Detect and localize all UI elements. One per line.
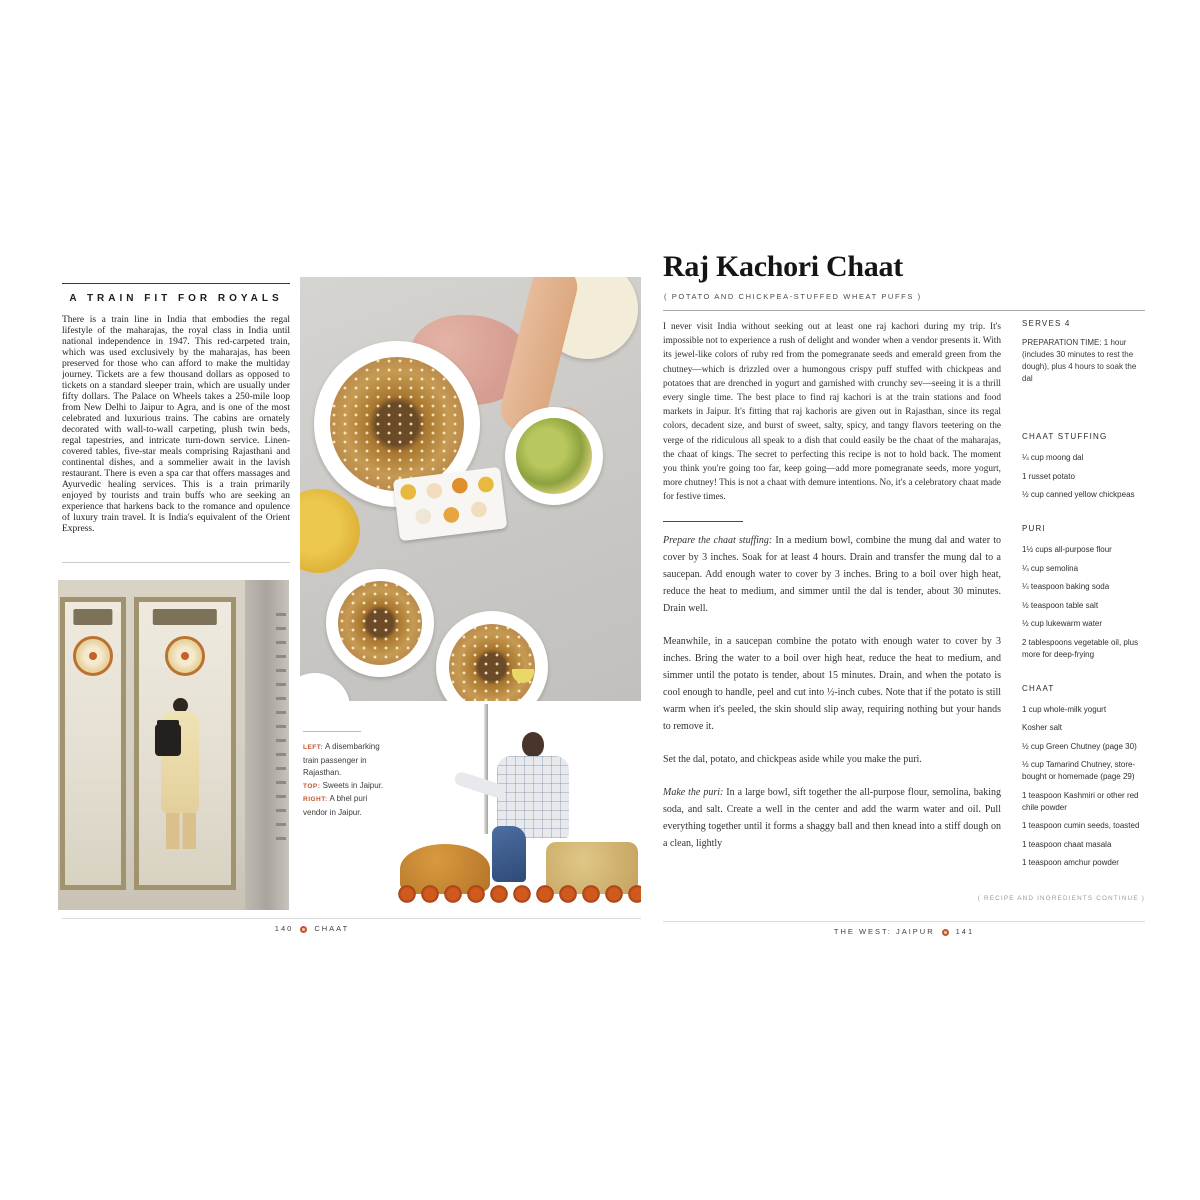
serves-label: SERVES 4 [1022, 319, 1071, 328]
sweets-tray [393, 467, 508, 542]
ingredient-item: ½ cup canned yellow chickpeas [1022, 490, 1135, 499]
partial-plate [300, 673, 350, 701]
caption-label: LEFT: [303, 744, 324, 751]
method-lead: Make the puri: [663, 786, 727, 798]
left-section-label: CHAAT [314, 924, 350, 933]
blue-bag [492, 826, 526, 882]
ingredient-item: 1½ cups all-purpose flour [1022, 545, 1112, 554]
caption-text: A bhel puri vendor in Jaipur. [303, 794, 368, 817]
left-page-footer-rule [62, 918, 641, 919]
ingredient-item: 2 tablespoons vegetable oil, plus more for deep-frying [1022, 637, 1139, 659]
caption-right [303, 793, 385, 819]
recipe-main-column [663, 320, 1001, 868]
ingredient-item: ¼ teaspoon baking soda [1022, 582, 1110, 591]
right-page-number: 141 [955, 927, 975, 936]
sidebar-article-body: There is a train line in India that embodies the regal lifestyle of the maharajas, the royal class in India until national independence in 1947. This red-carpeted train, which was used exclusively by the maharajas, has been preserved for those who can afford to make the multiday journey. Tickets are a few thousand dollars as opposed to tickets on a standard sleeper train, which are usually under fifty dollars. The Palace on Wheels takes a 250-mile loop from New Delhi to Jaipur to Agra, and is one of the most celebrated and luxurious trains. The cabins are ornately decorated with wall-to-wall carpeting, plush twin beds, regal tapestries, and intricate turn-down service. Linen-covered tables, five-star meals comprising Rajasthani and continental dishes, and a sommelier await in the lavish restaurant. There is even a spa car that offers massages and Ayurvedic healing services. This is a train primarily enjoyed by tourists and train buffs who are seeking an experience that harkens back to the romance and opulence of luxury train travel. It is India's equivalent of the Orient Express. [62, 315, 290, 534]
vendor-head [522, 732, 544, 757]
food-spread-photo [300, 277, 641, 701]
method-paragraph [663, 784, 1001, 852]
train-handrail [276, 613, 286, 844]
ingredient-item: Kosher salt [1022, 723, 1063, 732]
method-paragraph [663, 751, 1001, 768]
method-lead: Prepare the chaat stuffing: [663, 534, 776, 546]
recipe-title: Raj Kachori Chaat [663, 250, 903, 283]
stall-pole [484, 704, 488, 834]
intro-method-divider [663, 521, 743, 522]
ingredient-item: 1 teaspoon amchur powder [1022, 858, 1119, 867]
prep-time-label: PREPARATION TIME: 1 hour (includes 30 minutes to rest the dough), plus 4 hours to soak the dal [1022, 338, 1137, 383]
ingredients-header-chaat: CHAAT [1022, 683, 1055, 693]
raj-kachori [330, 357, 464, 491]
caption-block [303, 731, 385, 819]
ingredients-header-puri: PURI [1022, 524, 1046, 533]
recipe-subtitle: ( POTATO AND CHICKPEA-STUFFED WHEAT PUFFS ) [664, 292, 922, 301]
train-door-sign [73, 609, 112, 625]
jalebi-plate [300, 489, 360, 573]
caption-left [303, 741, 385, 780]
train-door-sign [153, 609, 217, 625]
caption-text: Sweets in Jaipur. [322, 780, 384, 790]
kachori-bowl-1 [338, 581, 422, 665]
footer-ornament-icon [300, 926, 307, 933]
green-chaat [516, 418, 592, 494]
title-rule [663, 310, 1145, 311]
woman-figure [161, 698, 199, 849]
right-section-label: THE WEST: JAIPUR [833, 927, 935, 936]
method-text: In a large bowl, sift together the all-purpose flour, semolina, baking soda, and salt. Create a well in the center and add the warm water and oil. Pull everything together until it forms a shaggy ball and then knead into a stiff dough on a clean, lightly [663, 786, 1001, 849]
train-door-left [60, 597, 126, 891]
left-page-number: 140 [274, 924, 294, 933]
method-paragraph [663, 532, 1001, 617]
caption-text: A disembarking train passenger in Rajasthan. [303, 742, 380, 777]
train-wall-panel [245, 580, 289, 910]
ingredient-item: ½ cup lukewarm water [1022, 619, 1103, 628]
method-paragraph [663, 633, 1001, 735]
method-text: In a medium bowl, combine the mung dal and water to cover by 3 inches. Soak for at least 4 hours. Drain and transfer the mung dal to a saucepan. Add enough water to cover by 3 inches. Bring to a boil over high heat, reduce the heat to medium, and simmer until the dal is tender, about 30 minutes. Drain well. [663, 534, 1001, 614]
continue-note: ( RECIPE AND INGREDIENTS CONTINUE ) [977, 895, 1145, 902]
stained-glass-medallion [73, 636, 113, 676]
sidebar-article-title: A TRAIN FIT FOR ROYALS [69, 293, 283, 304]
kachori-bowl-2 [449, 624, 535, 701]
right-page-footer-rule [663, 921, 1145, 922]
orange-snack-row [396, 883, 641, 905]
woman-legs [166, 813, 196, 849]
caption-label: RIGHT: [303, 796, 328, 803]
recipe-method [663, 532, 1001, 852]
train-passenger-photo [58, 580, 289, 910]
method-text: Meanwhile, in a saucepan combine the potato with enough water to cover by 3 inches. Bring the water to a boil over high heat, reduce the heat to medium, and simmer until the potato is tender, about 15 minutes. Drain, and when the potato is cool enough to handle, peel and cut into ½-inch cubes. Note that if the potato is still warm when it's peeled, the skin should slip away, requiring nothing but your hands to remove it. [663, 635, 1001, 732]
sidebar-article [62, 283, 290, 563]
method-text: Set the dal, potato, and chickpeas aside while you make the puri. [663, 753, 922, 765]
ingredient-item: ½ cup Green Chutney (page 30) [1022, 741, 1137, 751]
ingredients-column [1022, 318, 1148, 876]
footer-ornament-icon [942, 929, 949, 936]
ingredient-item: ½ teaspoon table salt [1022, 600, 1099, 610]
ingredient-item: 1 teaspoon Kashmiri or other red chile powder [1022, 790, 1139, 812]
ingredient-item: 1 teaspoon cumin seeds, toasted [1022, 821, 1140, 830]
ingredient-item: ½ cup Tamarind Chutney, store-bought or homemade (page 29) [1022, 760, 1136, 781]
ingredient-item: 1 russet potato [1022, 471, 1075, 481]
caption-label: TOP: [303, 782, 321, 790]
ingredient-item: 1 teaspoon chaat masala [1022, 839, 1112, 849]
stained-glass-medallion [165, 636, 205, 676]
street-vendor-photo [396, 704, 641, 905]
recipe-intro: I never visit India without seeking out at least one raj kachori during my trip. It's impossible not to experience a rush of delight and wonder when a vendor presents it. With its jewel-like colors of ruby red from the pomegranate seeds and emerald green from the chutney—which is drizzled over a humongous crispy puff stuffed with chickpeas and potatoes that are drenched in yogurt and garnished with crunchy sev—seeing it is a thrill every single time. The best place to find raj kachori is at the train stations and food markets in Jaipur. It's fitting that raj kachoris are given out in Rajasthan, since its regal colors, decadent size, and burst of sweet, salty, spicy, and tangy flavors teetering on the verge of the ridiculous all speak to a dish that could easily be the chaat of the maharajas, the chaat of kings. The secret to perfecting this recipe is not to hold back. The moment you think you're going too far, keep going—add more pomegranate seeds, more yogurt, more chutney! This is not a chaat with demure intentions. No, it's a celebratory chaat made for festive times. [663, 322, 1001, 503]
caption-top [303, 780, 385, 794]
ingredients-header-chaat-stuffing: CHAAT STUFFING [1022, 432, 1108, 441]
ingredient-item: ¼ cup semolina [1022, 563, 1079, 573]
shoulder-bag [155, 724, 181, 756]
ingredient-item: 1 cup whole-milk yogurt [1022, 704, 1107, 714]
left-page-footer [62, 924, 562, 933]
ingredient-item: ¼ cup moong dal [1022, 453, 1084, 462]
right-page-footer [663, 927, 1145, 936]
caption-rule [303, 731, 361, 732]
